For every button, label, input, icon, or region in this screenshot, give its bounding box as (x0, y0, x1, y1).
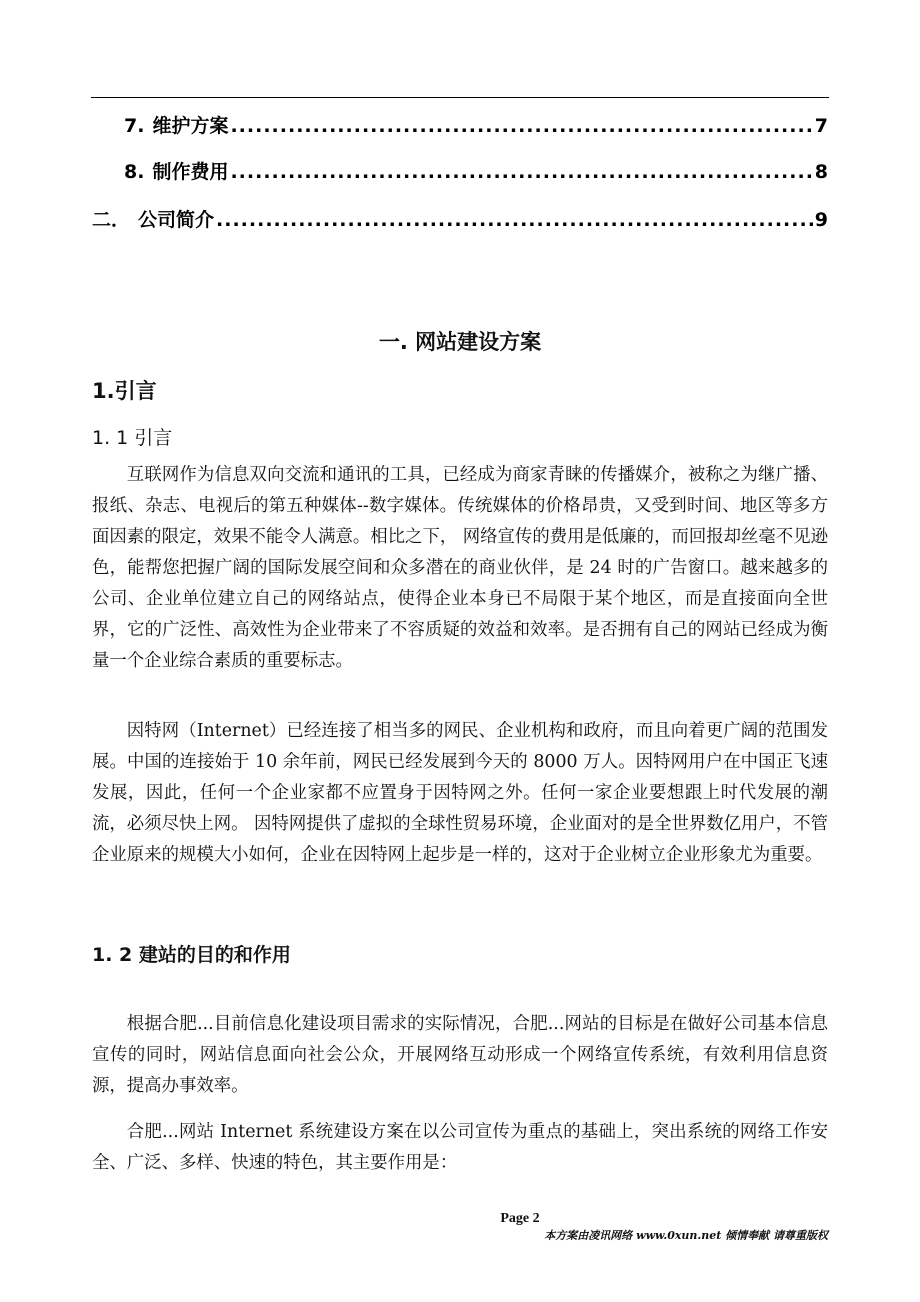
toc-entry-company[interactable] (92, 208, 828, 232)
toc-entry-title: 制作费用 (152, 161, 229, 183)
toc-entry-page: 8 (814, 161, 828, 183)
toc-entry-number: 8. (124, 161, 145, 183)
toc-entry-page: 7 (814, 115, 828, 137)
toc-entry-number: 7. (124, 115, 145, 137)
subsection-heading-purpose: 1. 2 建站的目的和作用 (92, 944, 291, 966)
purpose-paragraph-2: 合肥...网站 Internet 系统建设方案在以公司宣传为重点的基础上，突出系统的网络工作安全、广泛、多样、快速的特色，其主要作用是： (92, 1122, 828, 1173)
toc-leader-dots (216, 208, 813, 232)
copyright-note: 本方案由凌讯网络 www.0xun.net 倾情奉献 请尊重版权 (544, 1229, 828, 1242)
toc-entry-title: 维护方案 (152, 115, 229, 137)
toc-entry-maintenance[interactable] (124, 114, 828, 138)
toc-entry-cost[interactable] (124, 160, 828, 184)
chapter-heading: 1.引言 (92, 379, 157, 403)
toc-entry-number: 二． (92, 209, 131, 231)
section-title: 一. 网站建设方案 (378, 330, 542, 354)
toc-leader-dots (230, 160, 812, 184)
intro-paragraph-1: 互联网作为信息双向交流和通讯的工具，已经成为商家青睐的传播媒介，被称之为继广播、报纸、杂志、电视后的第五种媒体--数字媒体。传统媒体的价格昂贵，又受到时间、地区等多方面因素的限定，效果不能令人满意。相比之下， 网络宣传的费用是低廉的，而回报却丝毫不见逊色，能帮您把握广阔的国际发展空间和众多潜在的商业伙伴，是 24 时的广告窗口。越来越多的公司、企业单位建立自己的网络站点，使得企业本身已不局限于某个地区，而是直接面向全世界，它的广泛性、高效性为企业带来了不容质疑的效益和效率。是否拥有自己的网站已经成为衡量一个企业综合素质的重要标志。 (92, 465, 828, 671)
intro-paragraph-2: 因特网（Internet）已经连接了相当多的网民、企业机构和政府，而且向着更广阔的范围发展。中国的连接始于 10 余年前，网民已经发展到今天的 8000 万人。因特网用户在中国正飞速发展，因此，任何一个企业家都不应置身于因特网之外。任何一家企业要想跟上时代发展的潮流，必须尽快上网。 因特网提供了虚拟的全球性贸易环境，企业面对的是全世界数亿用户，不管企业原来的规模大小如何，企业在因特网上起步是一样的，这对于企业树立企业形象尤为重要。 (92, 721, 828, 865)
toc-entry-page: 9 (814, 209, 828, 231)
toc-leader-dots (230, 114, 812, 138)
header-rule (91, 97, 829, 98)
purpose-paragraph-1: 根据合肥...目前信息化建设项目需求的实际情况，合肥...网站的目标是在做好公司基本信息宣传的同时，网站信息面向社会公众，开展网络互动形成一个网络宣传系统，有效利用信息资源，提高办事效率。 (92, 1014, 828, 1096)
page-number: Page 2 (500, 1211, 540, 1226)
toc-entry-title: 公司简介 (138, 209, 215, 231)
subsection-heading-intro: 1. 1 引言 (92, 427, 173, 449)
